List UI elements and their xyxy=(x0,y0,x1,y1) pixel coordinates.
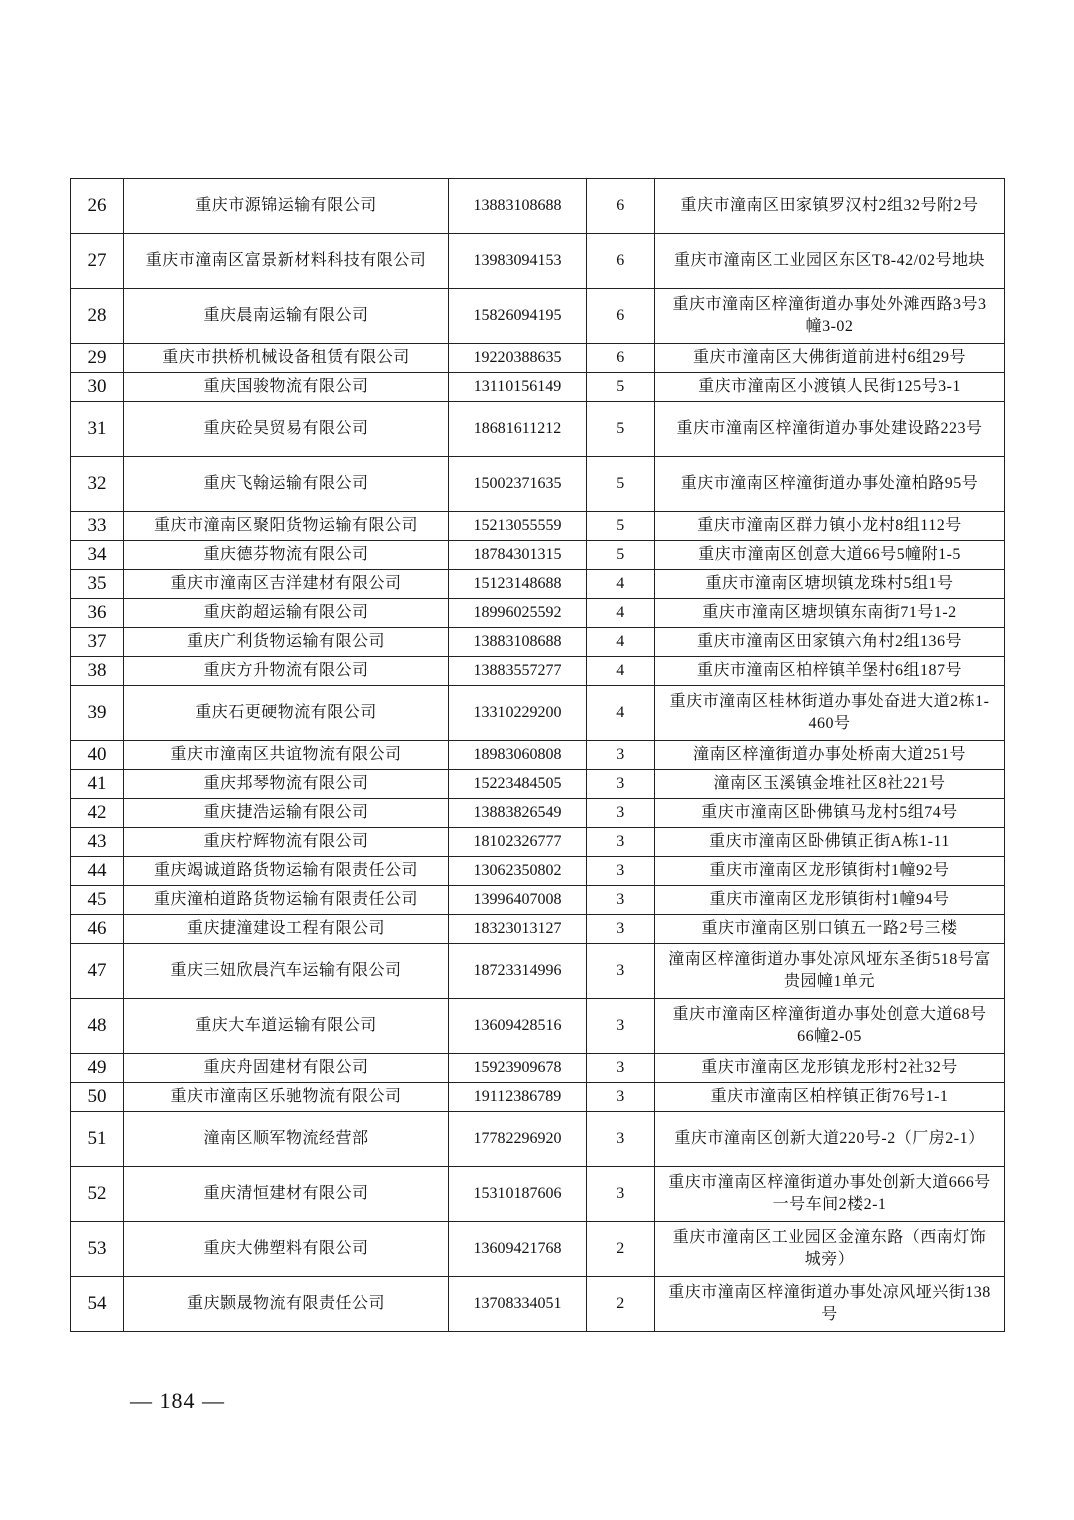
table-row xyxy=(71,289,1005,344)
company-name: 重庆方升物流有限公司 xyxy=(124,657,449,686)
contact-phone: 13310229200 xyxy=(449,686,587,741)
vehicle-count: 6 xyxy=(587,344,655,373)
row-number: 27 xyxy=(71,234,124,289)
row-number: 45 xyxy=(71,886,124,915)
table-row xyxy=(71,770,1005,799)
vehicle-count: 5 xyxy=(587,402,655,457)
company-address: 重庆市潼南区龙形镇街村1幢94号 xyxy=(655,886,1005,915)
company-address: 重庆市潼南区梓潼街道办事处凉风垭兴街138号 xyxy=(655,1277,1005,1332)
company-name: 重庆国骏物流有限公司 xyxy=(124,373,449,402)
company-name: 重庆市潼南区乐驰物流有限公司 xyxy=(124,1083,449,1112)
company-name: 重庆大车道运输有限公司 xyxy=(124,999,449,1054)
contact-phone: 13609428516 xyxy=(449,999,587,1054)
table-row xyxy=(71,999,1005,1054)
row-number: 50 xyxy=(71,1083,124,1112)
contact-phone: 18681611212 xyxy=(449,402,587,457)
company-address: 重庆市潼南区大佛街道前进村6组29号 xyxy=(655,344,1005,373)
company-address: 重庆市潼南区梓潼街道办事处创意大道68号66幢2-05 xyxy=(655,999,1005,1054)
company-address: 重庆市潼南区创意大道66号5幢附1-5 xyxy=(655,541,1005,570)
table-row xyxy=(71,599,1005,628)
company-address: 重庆市潼南区工业园区金潼东路（西南灯饰城旁） xyxy=(655,1222,1005,1277)
contact-phone: 17782296920 xyxy=(449,1112,587,1167)
row-number: 33 xyxy=(71,512,124,541)
company-address: 重庆市潼南区工业园区东区T8-42/02号地块 xyxy=(655,234,1005,289)
row-number: 54 xyxy=(71,1277,124,1332)
vehicle-count: 6 xyxy=(587,234,655,289)
vehicle-count: 3 xyxy=(587,1054,655,1083)
table-row xyxy=(71,1083,1005,1112)
row-number: 51 xyxy=(71,1112,124,1167)
vehicle-count: 3 xyxy=(587,857,655,886)
vehicle-count: 3 xyxy=(587,915,655,944)
contact-phone: 19220388635 xyxy=(449,344,587,373)
contact-phone: 15310187606 xyxy=(449,1167,587,1222)
contact-phone: 13708334051 xyxy=(449,1277,587,1332)
company-name: 重庆砼昊贸易有限公司 xyxy=(124,402,449,457)
row-number: 36 xyxy=(71,599,124,628)
vehicle-count: 3 xyxy=(587,741,655,770)
row-number: 53 xyxy=(71,1222,124,1277)
table-row xyxy=(71,373,1005,402)
company-name: 重庆市拱桥机械设备租赁有限公司 xyxy=(124,344,449,373)
vehicle-count: 2 xyxy=(587,1222,655,1277)
table-row xyxy=(71,570,1005,599)
company-name: 重庆柠辉物流有限公司 xyxy=(124,828,449,857)
contact-phone: 13883826549 xyxy=(449,799,587,828)
row-number: 49 xyxy=(71,1054,124,1083)
contact-phone: 18323013127 xyxy=(449,915,587,944)
table-row xyxy=(71,799,1005,828)
row-number: 39 xyxy=(71,686,124,741)
vehicle-count: 3 xyxy=(587,886,655,915)
company-address: 潼南区梓潼街道办事处凉风垭东圣街518号富贵园幢1单元 xyxy=(655,944,1005,999)
row-number: 32 xyxy=(71,457,124,512)
row-number: 34 xyxy=(71,541,124,570)
company-name: 重庆石更硬物流有限公司 xyxy=(124,686,449,741)
contact-phone: 15213055559 xyxy=(449,512,587,541)
table-row xyxy=(71,886,1005,915)
row-number: 35 xyxy=(71,570,124,599)
row-number: 37 xyxy=(71,628,124,657)
company-name: 重庆大佛塑料有限公司 xyxy=(124,1222,449,1277)
company-name: 重庆晨南运输有限公司 xyxy=(124,289,449,344)
row-number: 43 xyxy=(71,828,124,857)
contact-phone: 15826094195 xyxy=(449,289,587,344)
page-number: — 184 — xyxy=(130,1388,225,1413)
vehicle-count: 5 xyxy=(587,373,655,402)
row-number: 52 xyxy=(71,1167,124,1222)
table-row xyxy=(71,179,1005,234)
vehicle-count: 5 xyxy=(587,541,655,570)
company-name: 重庆颢晟物流有限责任公司 xyxy=(124,1277,449,1332)
contact-phone: 13883557277 xyxy=(449,657,587,686)
table-row xyxy=(71,1054,1005,1083)
contact-phone: 18723314996 xyxy=(449,944,587,999)
contact-phone: 15223484505 xyxy=(449,770,587,799)
contact-phone: 13883108688 xyxy=(449,179,587,234)
table-row xyxy=(71,915,1005,944)
table-row xyxy=(71,857,1005,886)
company-name: 重庆捷潼建设工程有限公司 xyxy=(124,915,449,944)
table-row xyxy=(71,234,1005,289)
contact-phone: 15002371635 xyxy=(449,457,587,512)
contact-phone: 18983060808 xyxy=(449,741,587,770)
vehicle-count: 6 xyxy=(587,179,655,234)
company-address: 潼南区梓潼街道办事处桥南大道251号 xyxy=(655,741,1005,770)
company-address: 重庆市潼南区小渡镇人民街125号3-1 xyxy=(655,373,1005,402)
company-address: 重庆市潼南区龙形镇街村1幢92号 xyxy=(655,857,1005,886)
company-address: 潼南区玉溪镇金堆社区8社221号 xyxy=(655,770,1005,799)
table-row xyxy=(71,657,1005,686)
company-address: 重庆市潼南区卧佛镇正街A栋1-11 xyxy=(655,828,1005,857)
company-name: 重庆舟固建材有限公司 xyxy=(124,1054,449,1083)
vehicle-count: 3 xyxy=(587,1083,655,1112)
row-number: 28 xyxy=(71,289,124,344)
table-row xyxy=(71,344,1005,373)
table-row xyxy=(71,828,1005,857)
table-body xyxy=(71,179,1005,1332)
row-number: 30 xyxy=(71,373,124,402)
company-address: 重庆市潼南区梓潼街道办事处外滩西路3号3幢3-02 xyxy=(655,289,1005,344)
company-name: 重庆捷浩运输有限公司 xyxy=(124,799,449,828)
row-number: 31 xyxy=(71,402,124,457)
row-number: 47 xyxy=(71,944,124,999)
contact-phone: 13883108688 xyxy=(449,628,587,657)
row-number: 38 xyxy=(71,657,124,686)
company-address: 重庆市潼南区梓潼街道办事处创新大道666号一号车间2楼2-1 xyxy=(655,1167,1005,1222)
company-name: 重庆飞翰运输有限公司 xyxy=(124,457,449,512)
vehicle-count: 3 xyxy=(587,999,655,1054)
company-address: 重庆市潼南区塘坝镇东南街71号1-2 xyxy=(655,599,1005,628)
row-number: 40 xyxy=(71,741,124,770)
contact-phone: 15923909678 xyxy=(449,1054,587,1083)
company-name: 重庆市潼南区吉洋建材有限公司 xyxy=(124,570,449,599)
company-name: 重庆德芬物流有限公司 xyxy=(124,541,449,570)
contact-phone: 13062350802 xyxy=(449,857,587,886)
company-name: 重庆市源锦运输有限公司 xyxy=(124,179,449,234)
company-address: 重庆市潼南区柏梓镇正街76号1-1 xyxy=(655,1083,1005,1112)
vehicle-count: 6 xyxy=(587,289,655,344)
company-address: 重庆市潼南区塘坝镇龙珠村5组1号 xyxy=(655,570,1005,599)
contact-phone: 13983094153 xyxy=(449,234,587,289)
company-name: 重庆市潼南区聚阳货物运输有限公司 xyxy=(124,512,449,541)
vehicle-count: 4 xyxy=(587,657,655,686)
company-address: 重庆市潼南区别口镇五一路2号三楼 xyxy=(655,915,1005,944)
vehicle-count: 3 xyxy=(587,828,655,857)
company-address: 重庆市潼南区桂林街道办事处奋进大道2栋1-460号 xyxy=(655,686,1005,741)
contact-phone: 13609421768 xyxy=(449,1222,587,1277)
contact-phone: 13110156149 xyxy=(449,373,587,402)
company-address: 重庆市潼南区梓潼街道办事处建设路223号 xyxy=(655,402,1005,457)
row-number: 44 xyxy=(71,857,124,886)
vehicle-count: 2 xyxy=(587,1277,655,1332)
table-row xyxy=(71,541,1005,570)
contact-phone: 18996025592 xyxy=(449,599,587,628)
table-row xyxy=(71,741,1005,770)
table-row xyxy=(71,944,1005,999)
table-row xyxy=(71,1167,1005,1222)
vehicle-count: 5 xyxy=(587,457,655,512)
row-number: 42 xyxy=(71,799,124,828)
company-name: 重庆潼柏道路货物运输有限责任公司 xyxy=(124,886,449,915)
vehicle-count: 4 xyxy=(587,628,655,657)
table-row xyxy=(71,457,1005,512)
company-address: 重庆市潼南区田家镇罗汉村2组32号附2号 xyxy=(655,179,1005,234)
row-number: 29 xyxy=(71,344,124,373)
vehicle-count: 3 xyxy=(587,944,655,999)
vehicle-count: 4 xyxy=(587,686,655,741)
vehicle-count: 4 xyxy=(587,570,655,599)
company-name: 重庆市潼南区共谊物流有限公司 xyxy=(124,741,449,770)
company-name: 重庆邦琴物流有限公司 xyxy=(124,770,449,799)
company-address: 重庆市潼南区创新大道220号-2（厂房2-1） xyxy=(655,1112,1005,1167)
company-address: 重庆市潼南区柏梓镇羊堡村6组187号 xyxy=(655,657,1005,686)
company-name: 重庆市潼南区富景新材料科技有限公司 xyxy=(124,234,449,289)
company-name: 重庆竭诚道路货物运输有限责任公司 xyxy=(124,857,449,886)
table-row xyxy=(71,512,1005,541)
company-name: 重庆三妞欣晨汽车运输有限公司 xyxy=(124,944,449,999)
vehicle-count: 5 xyxy=(587,512,655,541)
vehicle-count: 3 xyxy=(587,1167,655,1222)
company-name: 重庆清恒建材有限公司 xyxy=(124,1167,449,1222)
row-number: 48 xyxy=(71,999,124,1054)
vehicle-company-table xyxy=(70,178,1005,1332)
contact-phone: 18102326777 xyxy=(449,828,587,857)
contact-phone: 18784301315 xyxy=(449,541,587,570)
company-name: 重庆广利货物运输有限公司 xyxy=(124,628,449,657)
contact-phone: 13996407008 xyxy=(449,886,587,915)
contact-phone: 15123148688 xyxy=(449,570,587,599)
table-row xyxy=(71,628,1005,657)
vehicle-count: 3 xyxy=(587,770,655,799)
table-row xyxy=(71,686,1005,741)
company-address: 重庆市潼南区田家镇六角村2组136号 xyxy=(655,628,1005,657)
row-number: 41 xyxy=(71,770,124,799)
vehicle-count: 3 xyxy=(587,799,655,828)
vehicle-count: 4 xyxy=(587,599,655,628)
table-row xyxy=(71,1222,1005,1277)
row-number: 46 xyxy=(71,915,124,944)
company-name: 重庆韵超运输有限公司 xyxy=(124,599,449,628)
table-row xyxy=(71,1112,1005,1167)
company-address: 重庆市潼南区卧佛镇马龙村5组74号 xyxy=(655,799,1005,828)
company-address: 重庆市潼南区梓潼街道办事处潼柏路95号 xyxy=(655,457,1005,512)
company-address: 重庆市潼南区群力镇小龙村8组112号 xyxy=(655,512,1005,541)
table-row xyxy=(71,402,1005,457)
table-row xyxy=(71,1277,1005,1332)
company-address: 重庆市潼南区龙形镇龙形村2社32号 xyxy=(655,1054,1005,1083)
contact-phone: 19112386789 xyxy=(449,1083,587,1112)
vehicle-count: 3 xyxy=(587,1112,655,1167)
company-name: 潼南区顺军物流经营部 xyxy=(124,1112,449,1167)
row-number: 26 xyxy=(71,179,124,234)
